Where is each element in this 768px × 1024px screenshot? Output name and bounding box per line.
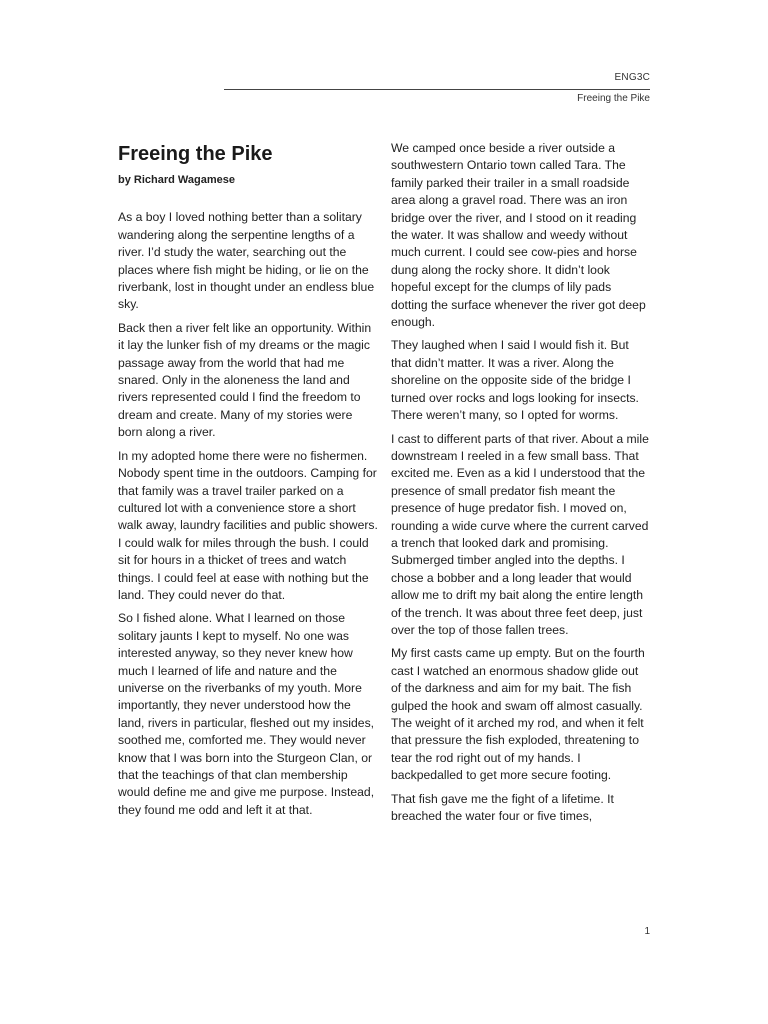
- paragraph: We camped once beside a river outside a southwestern Ontario town called Tara. The family parked their trailer in a small roadside area along a gravel road. There was an iron bridge over the river, and I stood on it reading the water. It was shallow and weedy without much current. I could see cow-pies and horse dung along the rocky shore. It didn’t look hopeful except for the clumps of lily pads dotting the surface whenever the river got deep enough.: [391, 141, 646, 330]
- running-header-title: Freeing the Pike: [577, 93, 650, 104]
- article-title: Freeing the Pike: [118, 143, 273, 165]
- article-byline: by Richard Wagamese: [118, 174, 235, 186]
- paragraph: That fish gave me the fight of a lifetime. It breached the water four or five times,: [391, 791, 614, 824]
- header-divider: [224, 89, 650, 90]
- page-number: 1: [644, 926, 650, 937]
- paragraph: Back then a river felt like an opportunity. Within it lay the lunker fish of my dreams or the magic passage away from the world that had me snared. Only in the aloneness the land and rivers represented could I find the freedom to dream and create. Many of my stories were born along a river.: [118, 320, 372, 440]
- paragraph: I cast to different parts of that river. About a mile downstream I reeled in a few small bass. That excited me. Even as a kid I understood that the presence of small predator fish meant the presence of huge predator fish. I moved on, rounding a wide curve where the current carved a trench that looked dark and promising. Submerged timber angled into the depths. I chose a bobber and a long leader that would allow me to drift my bait along the entire length of the trench. It was about three feet deep, just over the top of those fallen trees.: [391, 431, 649, 637]
- paragraph: They laughed when I said I would fish it. But that didn’t matter. It was a river. Along the shoreline on the opposite side of the bridge I turned over rocks and logs looking for insects. There weren’t many, so I opted for worms.: [391, 338, 639, 423]
- course-code: ENG3C: [614, 72, 650, 83]
- paragraph: My first casts came up empty. But on the fourth cast I watched an enormous shadow glide out of the darkness and aim for my bait. The fish gulped the hook and swam off almost casually. The weight of it arched my rod, and when it felt that pressure the fish exploded, threatening to tear the rod right out of my hands. I backpedalled to get more secure footing.: [391, 646, 645, 783]
- left-column: [118, 140, 378, 825]
- paragraph: So I fished alone. What I learned on those solitary jaunts I kept to myself. No one was interested anyway, so they never knew how much I learned of life and nature and the universe on the riverbanks of my youth. More importantly, they never understood how the land, rivers in particular, fleshed out my insides, soothed me, comforted me. They would never know that I was born into the Sturgeon Clan, or that the teachings of that clan membership would define me and give me purpose. Instead, they found me odd and left it at that.: [118, 611, 375, 817]
- paragraph: In my adopted home there were no fishermen. Nobody spent time in the outdoors. Camping for that family was a travel trailer parked on a cultured lot with a convenience store a short walk away, laundry facilities and public showers. I could walk for miles through the bush. I could sit for hours in a thicket of trees and watch things. I could feel at ease with nothing but the land. They could never do that.: [118, 448, 378, 602]
- paragraph: As a boy I loved nothing better than a solitary wandering along the serpentine lengths of a river. I’d study the water, searching out the places where fish might be hiding, or lie on the riverbank, lost in thought under an endless blue sky.: [118, 210, 375, 312]
- right-column: [391, 140, 649, 831]
